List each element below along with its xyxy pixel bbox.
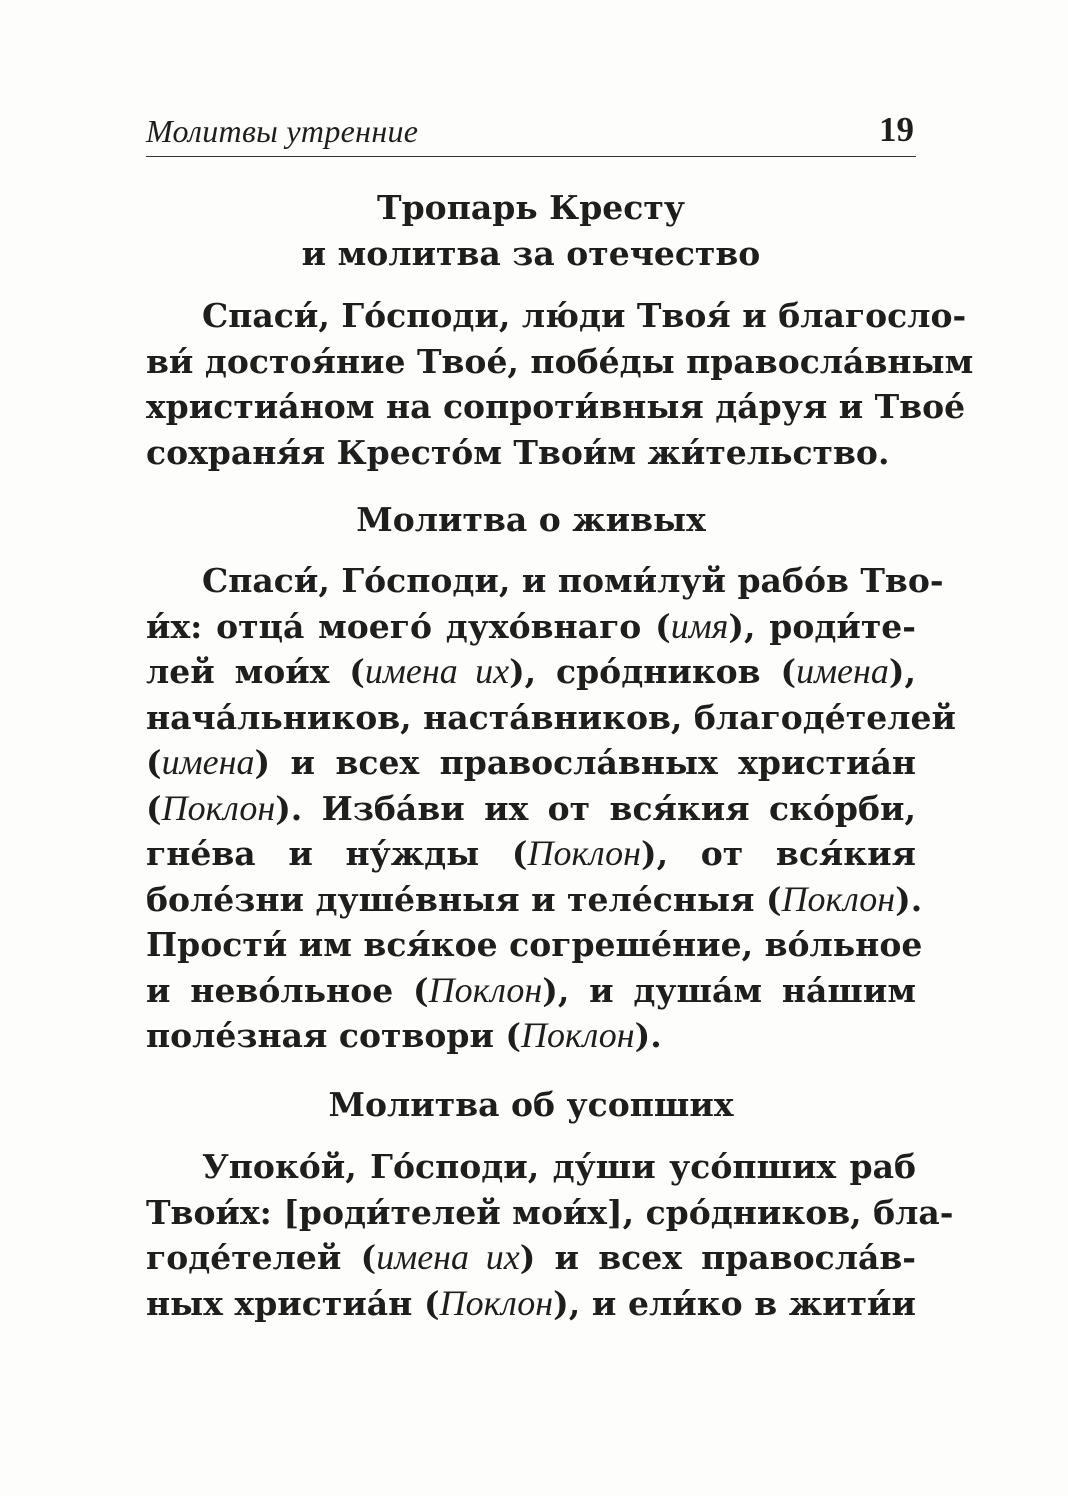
text-line: ных христиа́н (Поклон), и ели́ко в жити́и (146, 1282, 917, 1323)
text-line: (Поклон). Изба́ви их от вся́кия ско́рби, (146, 787, 916, 828)
section-title-troparion-2 (146, 232, 916, 276)
text-line: лей мои́х (имена их), сро́дников (имена), (146, 651, 916, 691)
section-title-departed: Молитва об усопших (328, 1085, 734, 1124)
text-line: Твои́х: [роди́телей мои́х], сро́дников, бла- (146, 1192, 954, 1232)
text-line: и́х: отца́ моего́ духо́внаго (имя), роди́те- (146, 605, 916, 646)
text-line: нача́льников, наста́вников, благоде́телей (146, 697, 956, 737)
text-line: гне́ва и ну́жды (Поклон), от вся́кия (146, 833, 916, 873)
text-line: Прости́ им вся́кое согреше́ние, во́льное (146, 925, 923, 964)
text-line: и нево́льное (Поклон), и душа́м на́шим (146, 969, 916, 1010)
running-title: Молитвы утренние (146, 113, 419, 149)
paragraph-troparion (146, 293, 974, 475)
paragraph-living (146, 558, 956, 1059)
text-line: годе́телей (имена их) и всех правосла́в- (146, 1237, 916, 1277)
text-line: ви́ достоя́ние Твое́, побе́ды правосла́вным (146, 341, 974, 381)
text-line: Упоко́й, Го́споди, ду́ши усо́пших раб (202, 1147, 916, 1186)
paragraph-departed (146, 1144, 954, 1326)
section-title-line: Тропарь Кресту (377, 188, 685, 227)
text-line: Спаси́, Го́споди, и поми́луй рабо́в Тво- (202, 561, 944, 600)
text-line: Спаси́, Го́споди, лю́ди Твоя́ и благосло- (202, 296, 967, 335)
section-title-line: и молитва за отечество (301, 234, 761, 273)
text-line: (имена) и всех правосла́вных христиа́н (146, 742, 916, 782)
text-line: христиа́ном на сопроти́вныя да́руя и Твое́ (146, 387, 966, 426)
text-line: боле́зни душе́вныя и теле́сныя (Поклон). (146, 878, 923, 919)
section-title-troparion (146, 186, 916, 230)
page-number: 19 (879, 110, 914, 149)
text-line: поле́зная сотвори (Поклон). (146, 1015, 662, 1055)
running-head (146, 112, 916, 157)
text-line: сохраня́я Кресто́м Твои́м жи́тельство. (146, 432, 890, 472)
section-title-living: Молитва о живых (356, 500, 706, 539)
